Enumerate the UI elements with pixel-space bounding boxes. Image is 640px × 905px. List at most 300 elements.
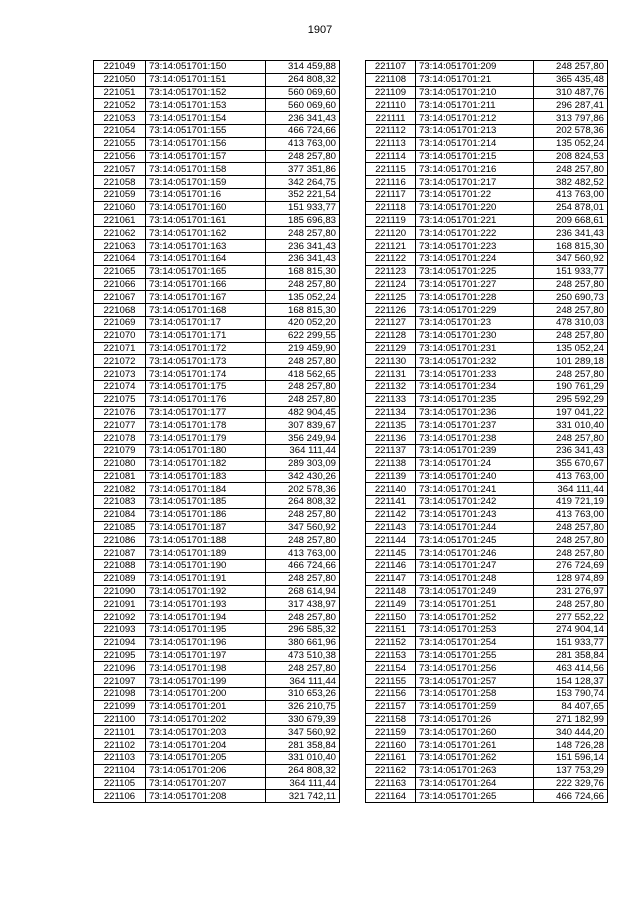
cadastral-number-cell: 73:14:051701:188	[146, 534, 266, 547]
value-cell: 248 257,80	[534, 521, 608, 534]
value-cell: 268 614,94	[266, 585, 340, 598]
value-cell: 347 560,92	[534, 252, 608, 265]
row-number-cell: 221088	[94, 560, 146, 573]
value-cell: 296 287,41	[534, 99, 608, 112]
table-row	[94, 636, 340, 649]
table-row	[366, 688, 608, 701]
row-number-cell: 221119	[366, 214, 416, 227]
table-row	[366, 227, 608, 240]
table-row	[366, 99, 608, 112]
value-cell: 356 249,94	[266, 432, 340, 445]
row-number-cell: 221108	[366, 73, 416, 86]
table-row	[366, 73, 608, 86]
row-number-cell: 221084	[94, 508, 146, 521]
value-cell: 197 041,22	[534, 406, 608, 419]
row-number-cell: 221148	[366, 585, 416, 598]
row-number-cell: 221067	[94, 291, 146, 304]
cadastral-number-cell: 73:14:051701:179	[146, 432, 266, 445]
row-number-cell: 221110	[366, 99, 416, 112]
table-row	[94, 624, 340, 637]
cadastral-number-cell: 73:14:051701:195	[146, 624, 266, 637]
cadastral-number-cell: 73:14:051701:245	[416, 534, 534, 547]
cadastral-number-cell: 73:14:051701:231	[416, 342, 534, 355]
row-number-cell: 221135	[366, 419, 416, 432]
right-register-table	[365, 60, 608, 803]
row-number-cell: 221136	[366, 432, 416, 445]
value-cell: 248 257,80	[534, 278, 608, 291]
table-row	[94, 419, 340, 432]
table-row	[94, 380, 340, 393]
value-cell: 202 578,36	[266, 483, 340, 496]
row-number-cell: 221054	[94, 124, 146, 137]
cadastral-number-cell: 73:14:051701:156	[146, 137, 266, 150]
row-number-cell: 221144	[366, 534, 416, 547]
value-cell: 307 839,67	[266, 419, 340, 432]
cadastral-number-cell: 73:14:051701:153	[146, 99, 266, 112]
cadastral-number-cell: 73:14:051701:256	[416, 662, 534, 675]
cadastral-number-cell: 73:14:051701:182	[146, 457, 266, 470]
value-cell: 352 221,54	[266, 188, 340, 201]
cadastral-number-cell: 73:14:051701:243	[416, 508, 534, 521]
table-row	[366, 457, 608, 470]
table-row	[94, 777, 340, 790]
cadastral-number-cell: 73:14:051701:174	[146, 368, 266, 381]
cadastral-number-cell: 73:14:051701:178	[146, 419, 266, 432]
value-cell: 236 341,43	[534, 444, 608, 457]
table-row	[366, 137, 608, 150]
value-cell: 419 721,19	[534, 496, 608, 509]
row-number-cell: 221089	[94, 572, 146, 585]
right-register-table-body	[366, 61, 608, 803]
row-number-cell: 221154	[366, 662, 416, 675]
value-cell: 135 052,24	[534, 137, 608, 150]
row-number-cell: 221101	[94, 726, 146, 739]
value-cell: 248 257,80	[534, 368, 608, 381]
table-row	[94, 342, 340, 355]
value-cell: 248 257,80	[266, 227, 340, 240]
cadastral-number-cell: 73:14:051701:210	[416, 86, 534, 99]
row-number-cell: 221055	[94, 137, 146, 150]
table-row	[366, 150, 608, 163]
table-row	[366, 163, 608, 176]
table-row	[366, 598, 608, 611]
value-cell: 295 592,29	[534, 393, 608, 406]
row-number-cell: 221130	[366, 355, 416, 368]
table-row	[94, 764, 340, 777]
table-row	[94, 112, 340, 125]
table-row	[94, 201, 340, 214]
value-cell: 463 414,56	[534, 662, 608, 675]
row-number-cell: 221081	[94, 470, 146, 483]
table-row	[94, 291, 340, 304]
row-number-cell: 221161	[366, 752, 416, 765]
cadastral-number-cell: 73:14:051701:197	[146, 649, 266, 662]
value-cell: 271 182,99	[534, 713, 608, 726]
table-row	[94, 483, 340, 496]
row-number-cell: 221051	[94, 86, 146, 99]
table-row	[366, 188, 608, 201]
row-number-cell: 221100	[94, 713, 146, 726]
row-number-cell: 221059	[94, 188, 146, 201]
table-row	[366, 291, 608, 304]
cadastral-number-cell: 73:14:051701:158	[146, 163, 266, 176]
row-number-cell: 221061	[94, 214, 146, 227]
row-number-cell: 221146	[366, 560, 416, 573]
table-row	[94, 73, 340, 86]
cadastral-number-cell: 73:14:051701:232	[416, 355, 534, 368]
cadastral-number-cell: 73:14:051701:23	[416, 316, 534, 329]
value-cell: 313 797,86	[534, 112, 608, 125]
cadastral-number-cell: 73:14:051701:208	[146, 790, 266, 803]
value-cell: 277 552,22	[534, 611, 608, 624]
cadastral-number-cell: 73:14:051701:227	[416, 278, 534, 291]
value-cell: 418 562,65	[266, 368, 340, 381]
table-row	[366, 496, 608, 509]
cadastral-number-cell: 73:14:051701:21	[416, 73, 534, 86]
cadastral-number-cell: 73:14:051701:258	[416, 688, 534, 701]
value-cell: 248 257,80	[266, 380, 340, 393]
value-cell: 413 763,00	[266, 137, 340, 150]
row-number-cell: 221091	[94, 598, 146, 611]
table-row	[94, 739, 340, 752]
value-cell: 236 341,43	[266, 240, 340, 253]
table-row	[366, 470, 608, 483]
row-number-cell: 221126	[366, 304, 416, 317]
table-row	[94, 163, 340, 176]
table-row	[366, 521, 608, 534]
table-row	[366, 380, 608, 393]
value-cell: 185 696,83	[266, 214, 340, 227]
table-row	[94, 316, 340, 329]
value-cell: 331 010,40	[534, 419, 608, 432]
table-row	[366, 713, 608, 726]
row-number-cell: 221064	[94, 252, 146, 265]
cadastral-number-cell: 73:14:051701:165	[146, 265, 266, 278]
cadastral-number-cell: 73:14:051701:26	[416, 713, 534, 726]
cadastral-number-cell: 73:14:051701:198	[146, 662, 266, 675]
value-cell: 355 670,67	[534, 457, 608, 470]
value-cell: 281 358,84	[534, 649, 608, 662]
table-row	[366, 214, 608, 227]
value-cell: 340 444,20	[534, 726, 608, 739]
cadastral-number-cell: 73:14:051701:180	[146, 444, 266, 457]
value-cell: 154 128,37	[534, 675, 608, 688]
row-number-cell: 221132	[366, 380, 416, 393]
value-cell: 137 753,29	[534, 764, 608, 777]
cadastral-number-cell: 73:14:051701:207	[146, 777, 266, 790]
cadastral-number-cell: 73:14:051701:177	[146, 406, 266, 419]
cadastral-number-cell: 73:14:051701:160	[146, 201, 266, 214]
value-cell: 289 303,09	[266, 457, 340, 470]
table-row	[94, 752, 340, 765]
cadastral-number-cell: 73:14:051701:254	[416, 636, 534, 649]
table-row	[366, 585, 608, 598]
value-cell: 331 010,40	[266, 752, 340, 765]
value-cell: 482 904,45	[266, 406, 340, 419]
row-number-cell: 221104	[94, 764, 146, 777]
value-cell: 222 329,76	[534, 777, 608, 790]
row-number-cell: 221116	[366, 176, 416, 189]
value-cell: 364 111,44	[266, 777, 340, 790]
value-cell: 321 742,11	[266, 790, 340, 803]
value-cell: 466 724,66	[266, 560, 340, 573]
value-cell: 151 933,77	[534, 265, 608, 278]
page-number: 1907	[307, 24, 333, 36]
table-row	[94, 214, 340, 227]
value-cell: 168 815,30	[266, 265, 340, 278]
table-row	[366, 790, 608, 803]
table-row	[366, 726, 608, 739]
cadastral-number-cell: 73:14:051701:151	[146, 73, 266, 86]
value-cell: 248 257,80	[534, 598, 608, 611]
row-number-cell: 221114	[366, 150, 416, 163]
row-number-cell: 221063	[94, 240, 146, 253]
cadastral-number-cell: 73:14:051701:224	[416, 252, 534, 265]
value-cell: 168 815,30	[534, 240, 608, 253]
value-cell: 364 111,44	[266, 675, 340, 688]
table-row	[366, 368, 608, 381]
table-row	[94, 572, 340, 585]
value-cell: 413 763,00	[534, 470, 608, 483]
cadastral-number-cell: 73:14:051701:263	[416, 764, 534, 777]
table-row	[366, 112, 608, 125]
value-cell: 248 257,80	[534, 61, 608, 74]
value-cell: 264 808,32	[266, 764, 340, 777]
value-cell: 342 264,75	[266, 176, 340, 189]
cadastral-number-cell: 73:14:051701:261	[416, 739, 534, 752]
table-row	[94, 432, 340, 445]
row-number-cell: 221118	[366, 201, 416, 214]
table-row	[94, 137, 340, 150]
row-number-cell: 221152	[366, 636, 416, 649]
value-cell: 135 052,24	[534, 342, 608, 355]
row-number-cell: 221097	[94, 675, 146, 688]
row-number-cell: 221121	[366, 240, 416, 253]
row-number-cell: 221073	[94, 368, 146, 381]
cadastral-number-cell: 73:14:051701:202	[146, 713, 266, 726]
cadastral-number-cell: 73:14:051701:166	[146, 278, 266, 291]
cadastral-number-cell: 73:14:051701:234	[416, 380, 534, 393]
row-number-cell: 221155	[366, 675, 416, 688]
value-cell: 236 341,43	[266, 112, 340, 125]
row-number-cell: 221083	[94, 496, 146, 509]
cadastral-number-cell: 73:14:051701:186	[146, 508, 266, 521]
table-row	[366, 265, 608, 278]
value-cell: 473 510,38	[266, 649, 340, 662]
cadastral-number-cell: 73:14:051701:196	[146, 636, 266, 649]
table-row	[366, 508, 608, 521]
table-row	[94, 304, 340, 317]
row-number-cell: 221131	[366, 368, 416, 381]
cadastral-number-cell: 73:14:051701:194	[146, 611, 266, 624]
value-cell: 248 257,80	[266, 508, 340, 521]
row-number-cell: 221074	[94, 380, 146, 393]
row-number-cell: 221156	[366, 688, 416, 701]
value-cell: 250 690,73	[534, 291, 608, 304]
cadastral-number-cell: 73:14:051701:190	[146, 560, 266, 573]
table-row	[366, 61, 608, 74]
cadastral-number-cell: 73:14:051701:246	[416, 547, 534, 560]
table-row	[94, 790, 340, 803]
cadastral-number-cell: 73:14:051701:253	[416, 624, 534, 637]
row-number-cell: 221096	[94, 662, 146, 675]
value-cell: 148 726,28	[534, 739, 608, 752]
cadastral-number-cell: 73:14:051701:200	[146, 688, 266, 701]
row-number-cell: 221078	[94, 432, 146, 445]
value-cell: 248 257,80	[534, 329, 608, 342]
row-number-cell: 221086	[94, 534, 146, 547]
value-cell: 135 052,24	[266, 291, 340, 304]
cadastral-number-cell: 73:14:051701:199	[146, 675, 266, 688]
value-cell: 281 358,84	[266, 739, 340, 752]
cadastral-number-cell: 73:14:051701:216	[416, 163, 534, 176]
table-row	[94, 649, 340, 662]
row-number-cell: 221071	[94, 342, 146, 355]
row-number-cell: 221141	[366, 496, 416, 509]
value-cell: 248 257,80	[534, 547, 608, 560]
table-row	[94, 265, 340, 278]
row-number-cell: 221092	[94, 611, 146, 624]
table-row	[94, 547, 340, 560]
table-row	[94, 470, 340, 483]
row-number-cell: 221111	[366, 112, 416, 125]
row-number-cell: 221090	[94, 585, 146, 598]
table-row	[366, 393, 608, 406]
row-number-cell: 221129	[366, 342, 416, 355]
row-number-cell: 221123	[366, 265, 416, 278]
cadastral-number-cell: 73:14:051701:238	[416, 432, 534, 445]
row-number-cell: 221060	[94, 201, 146, 214]
table-row	[366, 752, 608, 765]
value-cell: 101 289,18	[534, 355, 608, 368]
table-row	[94, 240, 340, 253]
value-cell: 326 210,75	[266, 700, 340, 713]
row-number-cell: 221052	[94, 99, 146, 112]
value-cell: 190 761,29	[534, 380, 608, 393]
row-number-cell: 221145	[366, 547, 416, 560]
value-cell: 560 069,60	[266, 86, 340, 99]
cadastral-number-cell: 73:14:051701:221	[416, 214, 534, 227]
cadastral-number-cell: 73:14:051701:201	[146, 700, 266, 713]
cadastral-number-cell: 73:14:051701:259	[416, 700, 534, 713]
cadastral-number-cell: 73:14:051701:223	[416, 240, 534, 253]
cadastral-number-cell: 73:14:051701:215	[416, 150, 534, 163]
value-cell: 248 257,80	[266, 611, 340, 624]
cadastral-number-cell: 73:14:051701:262	[416, 752, 534, 765]
cadastral-number-cell: 73:14:051701:248	[416, 572, 534, 585]
cadastral-number-cell: 73:14:051701:167	[146, 291, 266, 304]
cadastral-number-cell: 73:14:051701:206	[146, 764, 266, 777]
cadastral-number-cell: 73:14:051701:236	[416, 406, 534, 419]
cadastral-number-cell: 73:14:051701:249	[416, 585, 534, 598]
row-number-cell: 221158	[366, 713, 416, 726]
value-cell: 264 808,32	[266, 73, 340, 86]
table-row	[94, 713, 340, 726]
cadastral-number-cell: 73:14:051701:247	[416, 560, 534, 573]
table-row	[366, 342, 608, 355]
value-cell: 231 276,97	[534, 585, 608, 598]
cadastral-number-cell: 73:14:051701:255	[416, 649, 534, 662]
row-number-cell: 221137	[366, 444, 416, 457]
table-row	[366, 176, 608, 189]
row-number-cell: 221124	[366, 278, 416, 291]
cadastral-number-cell: 73:14:051701:211	[416, 99, 534, 112]
value-cell: 151 596,14	[534, 752, 608, 765]
table-row	[366, 252, 608, 265]
cadastral-number-cell: 73:14:051701:171	[146, 329, 266, 342]
row-number-cell: 221094	[94, 636, 146, 649]
value-cell: 248 257,80	[534, 534, 608, 547]
value-cell: 248 257,80	[266, 150, 340, 163]
left-register-table-body	[94, 61, 340, 803]
value-cell: 413 763,00	[266, 547, 340, 560]
value-cell: 248 257,80	[266, 572, 340, 585]
table-row	[94, 496, 340, 509]
cadastral-number-cell: 73:14:051701:162	[146, 227, 266, 240]
table-row	[366, 355, 608, 368]
cadastral-number-cell: 73:14:051701:213	[416, 124, 534, 137]
row-number-cell: 221107	[366, 61, 416, 74]
cadastral-number-cell: 73:14:051701:264	[416, 777, 534, 790]
row-number-cell: 221151	[366, 624, 416, 637]
table-row	[366, 86, 608, 99]
cadastral-number-cell: 73:14:051701:24	[416, 457, 534, 470]
table-row	[94, 508, 340, 521]
cadastral-number-cell: 73:14:051701:161	[146, 214, 266, 227]
value-cell: 274 904,14	[534, 624, 608, 637]
value-cell: 413 763,00	[534, 508, 608, 521]
table-row	[366, 649, 608, 662]
cadastral-number-cell: 73:14:051701:229	[416, 304, 534, 317]
table-row	[94, 598, 340, 611]
value-cell: 248 257,80	[266, 278, 340, 291]
value-cell: 317 438,97	[266, 598, 340, 611]
row-number-cell: 221140	[366, 483, 416, 496]
table-row	[366, 777, 608, 790]
row-number-cell: 221070	[94, 329, 146, 342]
row-number-cell: 221149	[366, 598, 416, 611]
row-number-cell: 221143	[366, 521, 416, 534]
row-number-cell: 221139	[366, 470, 416, 483]
cadastral-number-cell: 73:14:051701:257	[416, 675, 534, 688]
cadastral-number-cell: 73:14:051701:191	[146, 572, 266, 585]
row-number-cell: 221075	[94, 393, 146, 406]
value-cell: 236 341,43	[266, 252, 340, 265]
table-row	[94, 560, 340, 573]
row-number-cell: 221072	[94, 355, 146, 368]
table-row	[366, 483, 608, 496]
cadastral-number-cell: 73:14:051701:152	[146, 86, 266, 99]
cadastral-number-cell: 73:14:051701:214	[416, 137, 534, 150]
table-row	[94, 726, 340, 739]
table-row	[94, 368, 340, 381]
value-cell: 560 069,60	[266, 99, 340, 112]
row-number-cell: 221053	[94, 112, 146, 125]
table-row	[94, 188, 340, 201]
row-number-cell: 221147	[366, 572, 416, 585]
row-number-cell: 221115	[366, 163, 416, 176]
table-row	[366, 675, 608, 688]
table-row	[366, 329, 608, 342]
value-cell: 151 933,77	[266, 201, 340, 214]
row-number-cell: 221142	[366, 508, 416, 521]
value-cell: 254 878,01	[534, 201, 608, 214]
value-cell: 128 974,89	[534, 572, 608, 585]
row-number-cell: 221162	[366, 764, 416, 777]
value-cell: 264 808,32	[266, 496, 340, 509]
value-cell: 209 668,61	[534, 214, 608, 227]
table-row	[366, 560, 608, 573]
